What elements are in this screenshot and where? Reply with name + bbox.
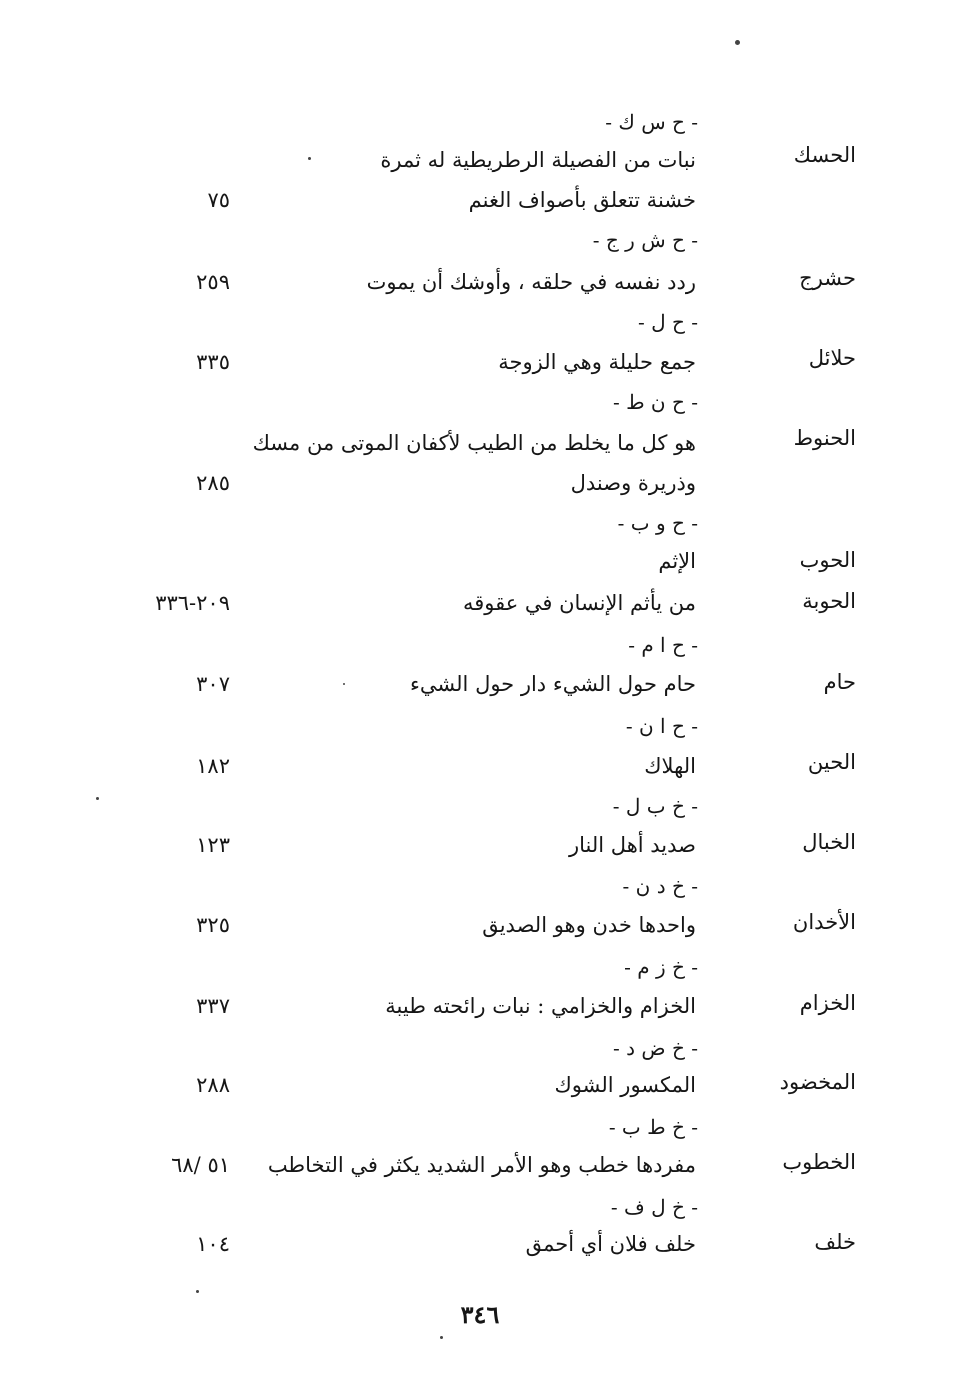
headword: الحنوط <box>793 426 856 450</box>
root-heading: - خ ط ب - <box>608 1115 698 1139</box>
headword: حام <box>823 670 856 694</box>
definition-line: مفردها خطب وهو الأمر الشديد يكثر في التخاطب <box>267 1153 696 1177</box>
headword: الحوب <box>799 548 856 572</box>
headword: الخطوب <box>782 1150 856 1174</box>
definition-line: صديد أهل النار <box>569 833 696 857</box>
page-reference: ١٢٣ <box>196 833 230 857</box>
scan-speck <box>343 683 345 685</box>
headword: الحين <box>807 750 856 774</box>
scan-speck <box>308 157 311 160</box>
page-reference: ١٨٢ <box>196 754 230 778</box>
headword: حشرج <box>799 266 856 290</box>
definition-line: من يأثم الإنسان في عقوقه <box>462 591 696 615</box>
definition-line: الخزام والخزامي : نبات رائحته طيبة <box>385 994 696 1018</box>
root-heading: - خ ب ل - <box>612 794 698 818</box>
headword: الأخدان <box>792 910 856 934</box>
root-heading: - ح ا ن - <box>625 714 698 738</box>
root-heading: - ح و ب - <box>617 511 698 535</box>
scan-speck <box>196 1290 199 1293</box>
definition-line: خشنة تتعلق بأصواف الغنم <box>468 188 696 212</box>
page-reference: ٧٥ <box>207 188 230 212</box>
root-heading: - ح س ك - <box>605 110 698 134</box>
scan-speck <box>96 797 99 800</box>
definition-line: المكسور الشوك <box>554 1073 696 1097</box>
definition-line: حام حول الشيء دار حول الشيء <box>410 672 696 696</box>
root-heading: - خ د ن - <box>622 874 698 898</box>
root-heading: - خ ز م - <box>624 955 698 979</box>
definition-line: وذريرة وصندل <box>570 471 696 495</box>
root-heading: - خ ل ف - <box>610 1195 698 1219</box>
headword: المخضود <box>779 1070 856 1094</box>
page-reference: ٥١ /٦٨ <box>171 1153 230 1177</box>
scan-speck <box>735 40 740 45</box>
headword: الحسك <box>793 143 856 167</box>
page-reference: ٢٨٨ <box>196 1073 230 1097</box>
definition-line: نبات من الفصيلة الرطريطية له ثمرة <box>380 148 696 172</box>
page-reference: ١٠٤ <box>196 1232 230 1256</box>
definition-line: ردد نفسه في حلقه ، وأوشك أن يموت <box>366 270 696 294</box>
definition-line: خلف فلان أي أحمق <box>525 1232 696 1256</box>
definition-line: هو كل ما يخلط من الطيب لأكفان الموتى من مسك <box>252 431 696 455</box>
root-heading: - خ ض د - <box>613 1036 698 1060</box>
headword: الحوبة <box>802 589 856 613</box>
headword: الخزام <box>799 991 856 1015</box>
page-number: ٣٤٦ <box>460 1300 500 1329</box>
headword: الخبال <box>802 830 856 854</box>
page-reference: ٣٠٧ <box>196 672 230 696</box>
page-reference: ٢٠٩-٣٣٦ <box>155 591 230 615</box>
definition-line: جمع حليلة وهي الزوجة <box>498 350 696 374</box>
scan-speck <box>440 1336 443 1339</box>
root-heading: - ح ن ط - <box>612 390 698 414</box>
page-reference: ٣٣٧ <box>196 994 230 1018</box>
headword: حلائل <box>808 346 856 370</box>
page-reference: ٢٥٩ <box>196 270 230 294</box>
page-reference: ٣٢٥ <box>196 913 230 937</box>
definition-line: الهلاك <box>644 754 696 778</box>
root-heading: - ح ا م - <box>628 633 698 657</box>
root-heading: - ح ش ر ج - <box>592 228 698 252</box>
page-reference: ٣٣٥ <box>196 350 230 374</box>
root-heading: - ح ل - <box>637 310 698 334</box>
definition-line: واحدها خدن وهو الصديق <box>482 913 696 937</box>
definition-line: الإثم <box>658 549 696 573</box>
headword: خلف <box>814 1230 856 1254</box>
page-reference: ٢٨٥ <box>196 471 230 495</box>
